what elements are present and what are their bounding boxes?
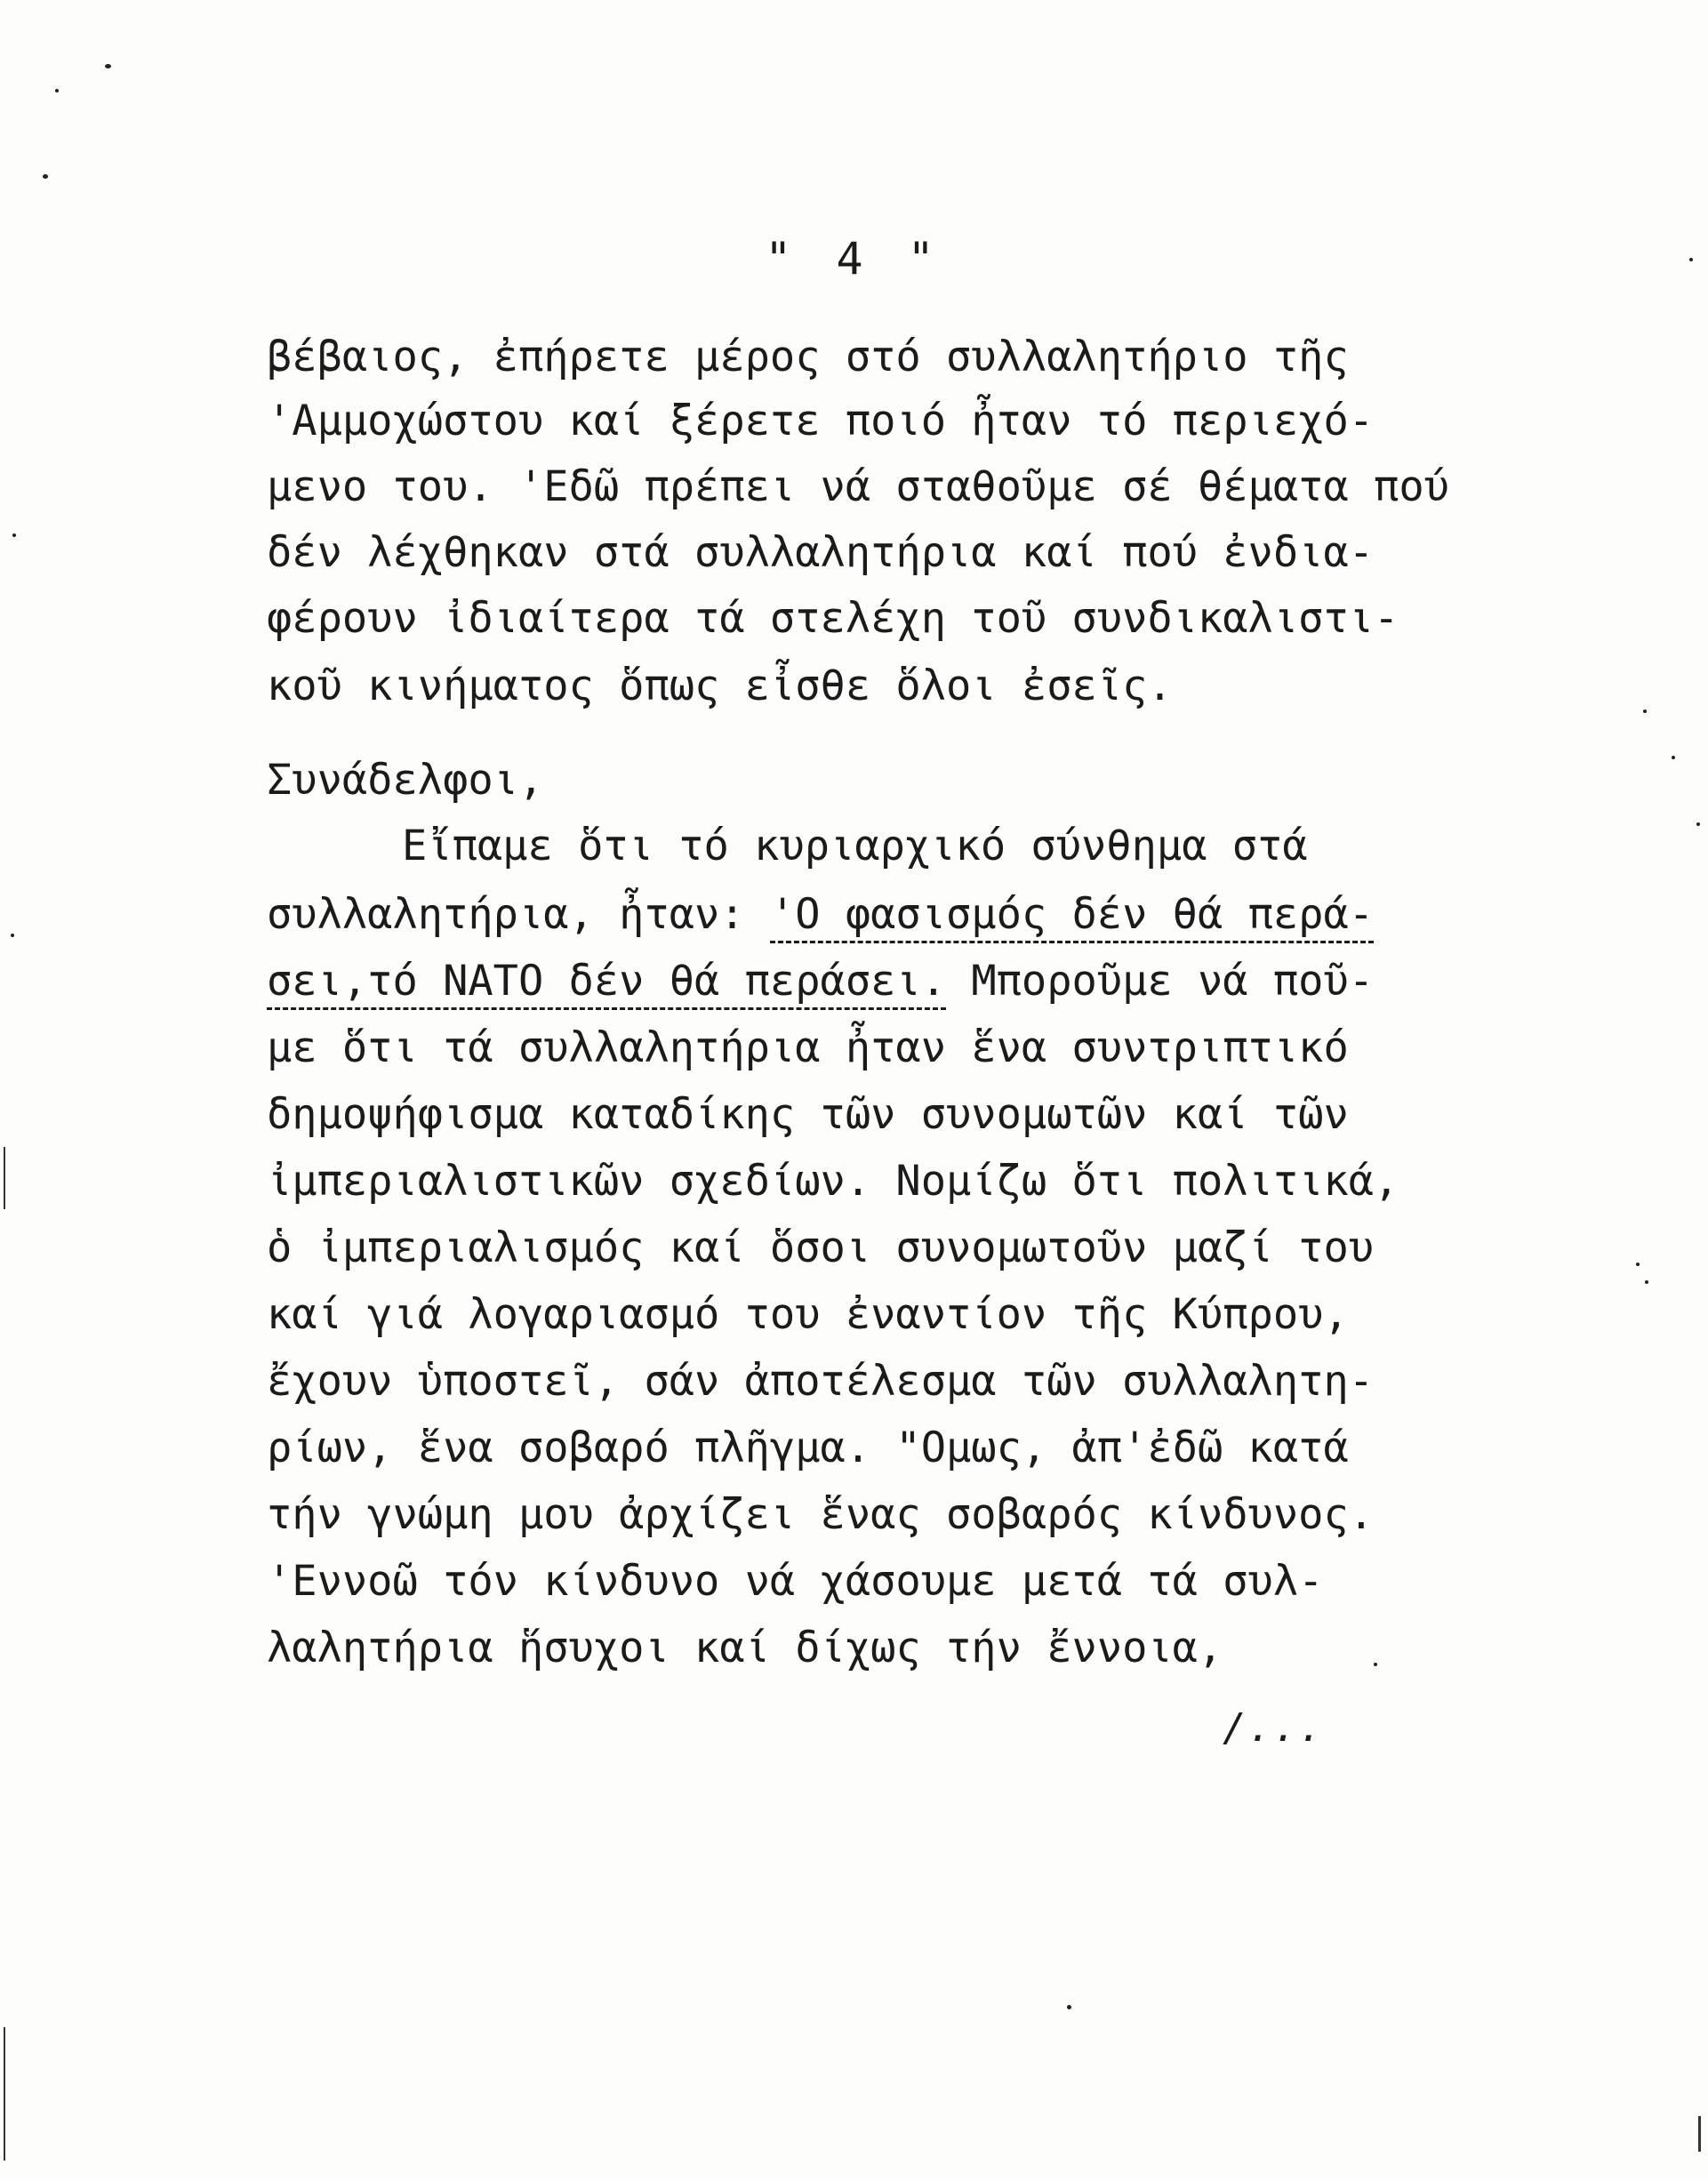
scan-speck bbox=[11, 934, 14, 937]
scan-edge-mark bbox=[4, 1147, 5, 1209]
scan-speck bbox=[1643, 710, 1647, 713]
text-line: μενο του. 'Εδῶ πρέπει νά σταθοῦμε σέ θέματα πού bbox=[267, 462, 1449, 511]
text-line: κοῦ κινήματος ὅπως εἶσθε ὅλοι ἐσεῖς. bbox=[267, 662, 1173, 710]
text-line: καί γιά λογαριασμό του ἐναντίον τῆς Κύπρου, bbox=[267, 1290, 1349, 1339]
underlined-slogan: 'Ο φασισμός δέν θά περά- bbox=[770, 890, 1374, 943]
scan-speck bbox=[1645, 1280, 1648, 1284]
text-line: δημοψήφισμα καταδίκης τῶν συνομωτῶν καί τῶν bbox=[267, 1090, 1349, 1139]
continuation-mark: /... bbox=[1223, 1705, 1324, 1751]
text-line: ὁ ἰμπεριαλισμός καί ὅσοι συνομωτοῦν μαζί του bbox=[267, 1223, 1375, 1272]
scan-speck bbox=[1636, 1263, 1640, 1266]
text-line: βέβαιος, ἐπήρετε μέρος στό συλλαλητήριο τῆς bbox=[267, 333, 1349, 381]
page-number: " 4 " bbox=[765, 233, 943, 285]
text-line: Εἴπαμε ὅτι τό κυριαρχικό σύνθημα στά bbox=[402, 822, 1308, 870]
text-line: 'Αμμοχώστου καί ξέρετε ποιό ἦταν τό περιεχό- bbox=[267, 397, 1375, 445]
salutation: Συνάδελφοι, bbox=[267, 756, 544, 805]
text-line: φέρουν ἰδιαίτερα τά στελέχη τοῦ συνδικαλιστι- bbox=[267, 594, 1399, 643]
scan-edge-mark bbox=[4, 2027, 5, 2161]
scan-speck bbox=[1067, 2005, 1071, 2009]
text-line: με ὅτι τά συλλαλητήρια ἦταν ἕνα συντριπτικό bbox=[267, 1023, 1349, 1072]
text-line bbox=[267, 957, 1375, 1006]
text-line bbox=[267, 890, 1375, 939]
scan-speck bbox=[55, 89, 59, 92]
text-line: ἰμπεριαλιστικῶν σχεδίων. Νομίζω ὅτι πολιτικά, bbox=[267, 1157, 1399, 1206]
scan-speck bbox=[12, 533, 16, 537]
text-line: ἔχουν ὑποστεῖ, σάν ἀποτέλεσμα τῶν συλλαλητη- bbox=[267, 1357, 1375, 1406]
text-fragment: συλλαλητήρια, ἦταν: bbox=[267, 890, 745, 939]
text-line: τήν γνώμη μου ἀρχίζει ἕνας σοβαρός κίνδυνος. bbox=[267, 1490, 1375, 1539]
text-line: λαλητήρια ἥσυχοι καί δίχως τήν ἔννοια, bbox=[267, 1624, 1223, 1672]
scan-edge-mark bbox=[1698, 2116, 1701, 2152]
scan-speck bbox=[43, 174, 48, 179]
scan-speck bbox=[1672, 756, 1675, 759]
text-line: δέν λέχθηκαν στά συλλαλητήρια καί πού ἐνδια- bbox=[267, 528, 1375, 577]
underlined-slogan: σει,τό ΝΑΤΟ δέν θά περάσει. bbox=[267, 957, 946, 1010]
scan-speck bbox=[105, 64, 111, 68]
text-fragment: Μποροῦμε νά ποῦ- bbox=[971, 957, 1375, 1006]
text-line: ρίων, ἕνα σοβαρό πλῆγμα. "Ομως, ἀπ'ἐδῶ κατά bbox=[267, 1423, 1349, 1472]
scan-speck bbox=[1696, 822, 1700, 826]
text-line: 'Εννοῶ τόν κίνδυνο νά χάσουμε μετά τά συλ- bbox=[267, 1557, 1324, 1606]
scan-speck bbox=[1374, 1663, 1377, 1666]
